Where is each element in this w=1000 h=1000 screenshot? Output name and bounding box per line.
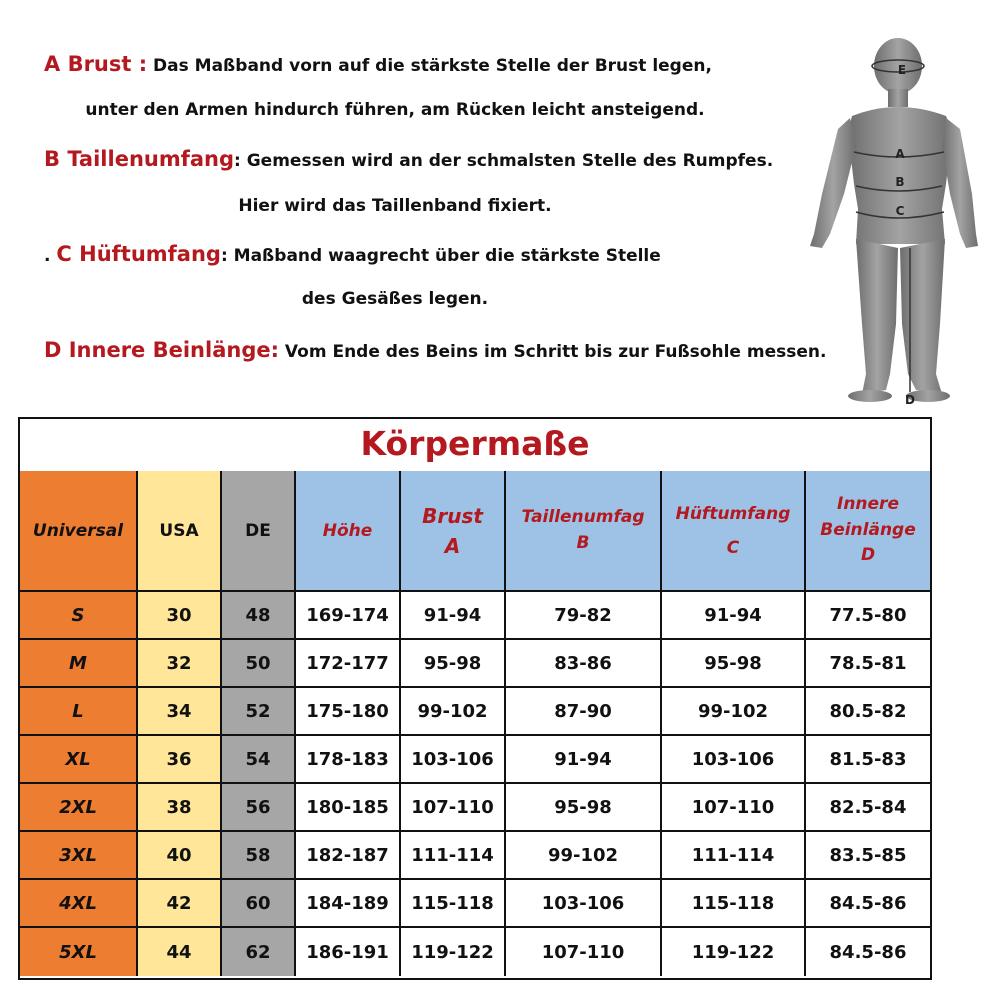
cell-de: 48 [222,592,296,640]
cell-bein: 83.5-85 [806,832,930,880]
cell-taille: 95-98 [506,784,662,832]
col-huefte [662,471,806,978]
cell-hoehe: 186-191 [296,928,401,976]
cell-brust: 103-106 [401,736,506,784]
cell-de: 62 [222,928,296,976]
cell-bein: 81.5-83 [806,736,930,784]
cell-huefte: 99-102 [662,688,806,736]
header-brust-label: Brust [422,503,483,528]
cell-de: 54 [222,736,296,784]
cell-huefte: 111-114 [662,832,806,880]
cell-bein: 80.5-82 [806,688,930,736]
cell-hoehe: 169-174 [296,592,401,640]
body-figure [800,34,980,406]
cell-huefte: 95-98 [662,640,806,688]
cell-universal: 2XL [20,784,138,832]
instruction-c [44,242,661,266]
cell-de: 58 [222,832,296,880]
cell-usa: 40 [138,832,222,880]
cell-brust: 111-114 [401,832,506,880]
instruction-a [44,52,712,76]
header-bein-label-2: Beinlänge [820,519,916,540]
cell-brust: 99-102 [401,688,506,736]
figure-label-d: D [905,393,915,406]
cell-hoehe: 180-185 [296,784,401,832]
header-huefte-label: Hüftumfang [675,503,791,524]
instruction-c-key: C Hüftumfang [56,242,221,266]
cell-huefte: 91-94 [662,592,806,640]
instruction-a-cont: unter den Armen hindurch führen, am Rücken leicht ansteigend. [85,100,705,120]
cell-usa: 34 [138,688,222,736]
body-silhouette-icon [800,34,980,406]
cell-hoehe: 175-180 [296,688,401,736]
size-table [18,417,932,980]
col-taille [506,471,662,978]
header-taille-letter: B [576,532,590,553]
col-universal [20,471,138,978]
cell-de: 52 [222,688,296,736]
header-hoehe: Höhe [296,471,401,592]
cell-universal: XL [20,736,138,784]
cell-taille: 107-110 [506,928,662,976]
instruction-d-key: D Innere Beinlänge: [44,338,279,362]
cell-bein: 82.5-84 [806,784,930,832]
col-hoehe [296,471,401,978]
instruction-b-cont: Hier wird das Taillenband fixiert. [238,196,552,216]
instruction-c-cont: des Gesäßes legen. [301,289,489,309]
cell-bein: 84.5-86 [806,880,930,928]
header-usa: USA [138,471,222,592]
cell-huefte: 103-106 [662,736,806,784]
header-taille [506,471,662,592]
cell-usa: 30 [138,592,222,640]
cell-brust: 91-94 [401,592,506,640]
cell-huefte: 107-110 [662,784,806,832]
cell-taille: 87-90 [506,688,662,736]
instruction-d-text: Vom Ende des Beins im Schritt bis zur Fußsohle messen. [284,342,827,362]
cell-universal: M [20,640,138,688]
instruction-b [44,147,773,171]
instruction-a-key: A Brust : [44,52,148,76]
instruction-c-prefix: . [44,246,51,266]
header-bein [806,471,930,592]
figure-label-c: C [895,204,905,218]
cell-huefte: 115-118 [662,880,806,928]
figure-label-b: B [895,175,905,189]
instruction-b-key: B Taillenumfang [44,147,235,171]
figure-label-a: A [895,147,905,161]
cell-brust: 119-122 [401,928,506,976]
instruction-d [44,338,826,362]
cell-universal: 5XL [20,928,138,976]
header-brust-letter: A [444,533,461,558]
header-bein-letter: D [860,545,876,566]
cell-usa: 44 [138,928,222,976]
header-brust [401,471,506,592]
cell-taille: 79-82 [506,592,662,640]
cell-de: 60 [222,880,296,928]
header-bein-label-1: Innere [837,494,899,515]
instruction-c-text: : Maßband waagrecht über die stärkste Stelle [220,246,661,266]
col-brust [401,471,506,978]
cell-universal: S [20,592,138,640]
header-de: DE [222,471,296,592]
cell-hoehe: 178-183 [296,736,401,784]
cell-hoehe: 172-177 [296,640,401,688]
cell-taille: 91-94 [506,736,662,784]
cell-usa: 42 [138,880,222,928]
cell-de: 56 [222,784,296,832]
header-huefte-letter: C [726,537,740,558]
cell-usa: 38 [138,784,222,832]
cell-taille: 83-86 [506,640,662,688]
figure-label-e: E [897,63,907,77]
cell-huefte: 119-122 [662,928,806,976]
col-de [222,471,296,978]
header-huefte [662,471,806,592]
col-usa [138,471,222,978]
table-title: Körpermaße [20,419,930,473]
cell-usa: 36 [138,736,222,784]
cell-hoehe: 184-189 [296,880,401,928]
cell-universal: L [20,688,138,736]
header-taille-label: Taillenumfag [521,507,645,527]
cell-brust: 95-98 [401,640,506,688]
instruction-b-text: : Gemessen wird an der schmalsten Stelle des Rumpfes. [234,151,774,171]
measurement-instructions [0,0,827,400]
header-universal: Universal [20,471,138,592]
cell-universal: 3XL [20,832,138,880]
cell-bein: 77.5-80 [806,592,930,640]
cell-usa: 32 [138,640,222,688]
cell-bein: 78.5-81 [806,640,930,688]
cell-brust: 107-110 [401,784,506,832]
cell-taille: 103-106 [506,880,662,928]
cell-bein: 84.5-86 [806,928,930,976]
cell-universal: 4XL [20,880,138,928]
instruction-a-text: Das Maßband vorn auf die stärkste Stelle der Brust legen, [153,56,712,76]
cell-brust: 115-118 [401,880,506,928]
cell-de: 50 [222,640,296,688]
cell-hoehe: 182-187 [296,832,401,880]
cell-taille: 99-102 [506,832,662,880]
col-bein [806,471,930,978]
